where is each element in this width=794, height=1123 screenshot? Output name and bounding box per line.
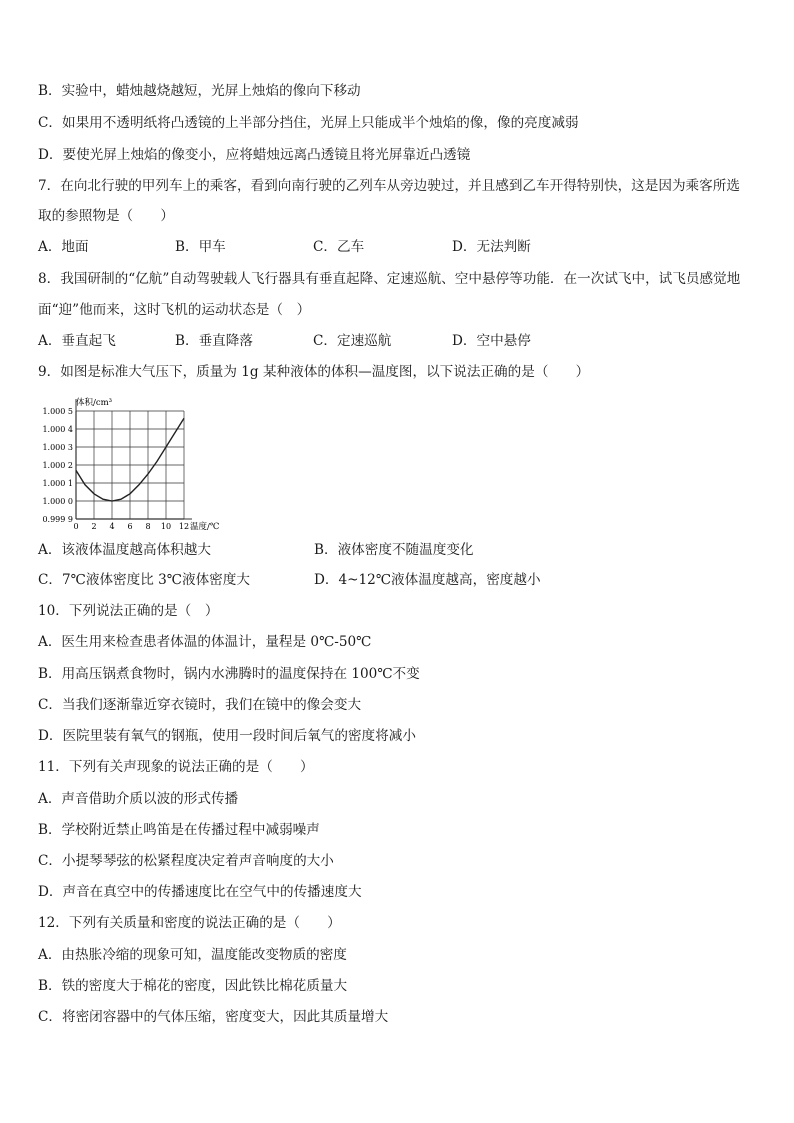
- q8-option-c: C．定速巡航: [313, 333, 392, 349]
- q10-option-a: A．医生用来检查患者体温的体温计，量程是 0℃-50℃: [38, 634, 372, 650]
- q11-option-c: C．小提琴琴弦的松紧程度决定着声音响度的大小: [38, 853, 334, 869]
- graph-y-ticks: [42, 407, 73, 524]
- x-tick-label: 10: [160, 522, 172, 531]
- q11-stem: 11．下列有关声现象的说法正确的是（ ）: [38, 759, 314, 775]
- q7-option-c: C．乙车: [313, 239, 365, 255]
- y-tick-label: 1.000 2: [42, 461, 73, 470]
- q7-stem-line2: 取的参照物是（ ）: [38, 208, 174, 224]
- q12-stem: 12．下列有关质量和密度的说法正确的是（ ）: [38, 915, 341, 931]
- x-tick-label: 12: [178, 522, 190, 531]
- x-tick-label: 8: [145, 522, 151, 531]
- q9-option-c: C．7℃液体密度比 3℃液体密度大: [38, 572, 250, 588]
- q8-stem-line1: 8．我国研制的“亿航”自动驾驶载人飞行器具有垂直起降、定速巡航、空中悬停等功能．在一次试飞中，试飞员感觉地: [38, 271, 741, 287]
- q6-option-c: C．如果用不透明纸将凸透镜的上半部分挡住，光屏上只能成半个烛焰的像，像的亮度减弱: [38, 115, 579, 131]
- q6-option-d: D．要使光屏上烛焰的像变小，应将蜡烛远离凸透镜且将光屏靠近凸透镜: [38, 147, 471, 163]
- q11-option-a: A．声音借助介质以波的形式传播: [38, 791, 239, 807]
- y-tick-label: 1.000 4: [42, 425, 73, 434]
- q7-option-a: A．地面: [38, 239, 89, 255]
- y-tick-label: 1.000 3: [42, 443, 73, 452]
- q10-stem: 10．下列说法正确的是（ ）: [38, 603, 219, 619]
- q10-option-b: B．用高压锅煮食物时，锅内水沸腾时的温度保持在 100℃不变: [38, 666, 420, 682]
- q9-option-b: B．液体密度不随温度变化: [314, 542, 474, 558]
- y-tick-label: 0.999 9: [42, 515, 73, 524]
- x-tick-label: 0: [73, 522, 79, 531]
- graph-grid: [76, 399, 192, 519]
- q7-stem-line1: 7．在向北行驶的甲列车上的乘客，看到向南行驶的乙列车从旁边驶过，并且感到乙车开得特别快，这是因为乘客所选: [38, 178, 740, 194]
- q9-option-a: A．该液体温度越高体积越大: [38, 542, 211, 558]
- q10-option-d: D．医院里装有氧气的钢瓶，使用一段时间后氧气的密度将减小: [38, 728, 416, 744]
- q8-option-b: B．垂直降落: [175, 333, 253, 349]
- q7-option-b: B．甲车: [175, 239, 226, 255]
- y-tick-label: 1.000 5: [42, 407, 73, 416]
- q12-option-a: A．由热胀冷缩的现象可知，温度能改变物质的密度: [38, 947, 347, 963]
- q8-option-d: D．空中悬停: [452, 333, 531, 349]
- q12-option-c: C．将密闭容器中的气体压缩，密度变大，因此其质量增大: [38, 1009, 389, 1025]
- x-tick-label: 6: [127, 522, 133, 531]
- x-tick-label: 2: [91, 522, 97, 531]
- q12-option-b: B．铁的密度大于棉花的密度，因此铁比棉花质量大: [38, 978, 348, 994]
- x-tick-label: 4: [109, 522, 115, 531]
- y-tick-label: 1.000 1: [42, 479, 73, 488]
- q9-option-d: D．4~12℃液体温度越高，密度越小: [314, 572, 541, 588]
- graph-x-ticks: [73, 522, 189, 531]
- q11-option-d: D．声音在真空中的传播速度比在空气中的传播速度大: [38, 884, 362, 900]
- q9-stem: 9．如图是标准大气压下，质量为 1g 某种液体的体积—温度图，以下说法正确的是（ ）: [38, 364, 590, 380]
- q7-option-d: D．无法判断: [452, 239, 531, 255]
- q6-option-b: B．实验中，蜡烛越烧越短，光屏上烛焰的像向下移动: [38, 83, 361, 99]
- volume-temperature-graph: [38, 395, 248, 535]
- graph-x-axis-label: 温度/℃: [190, 522, 220, 532]
- q8-option-a: A．垂直起飞: [38, 333, 116, 349]
- graph-y-axis-label: 体积/cm³: [76, 398, 113, 408]
- q10-option-c: C．当我们逐渐靠近穿衣镜时，我们在镜中的像会变大: [38, 697, 362, 713]
- q11-option-b: B．学校附近禁止鸣笛是在传播过程中减弱噪声: [38, 822, 320, 838]
- q8-stem-line2: 面“迎”他而来，这时飞机的运动状态是（ ）: [38, 302, 311, 318]
- y-tick-label: 1.000 0: [42, 497, 73, 506]
